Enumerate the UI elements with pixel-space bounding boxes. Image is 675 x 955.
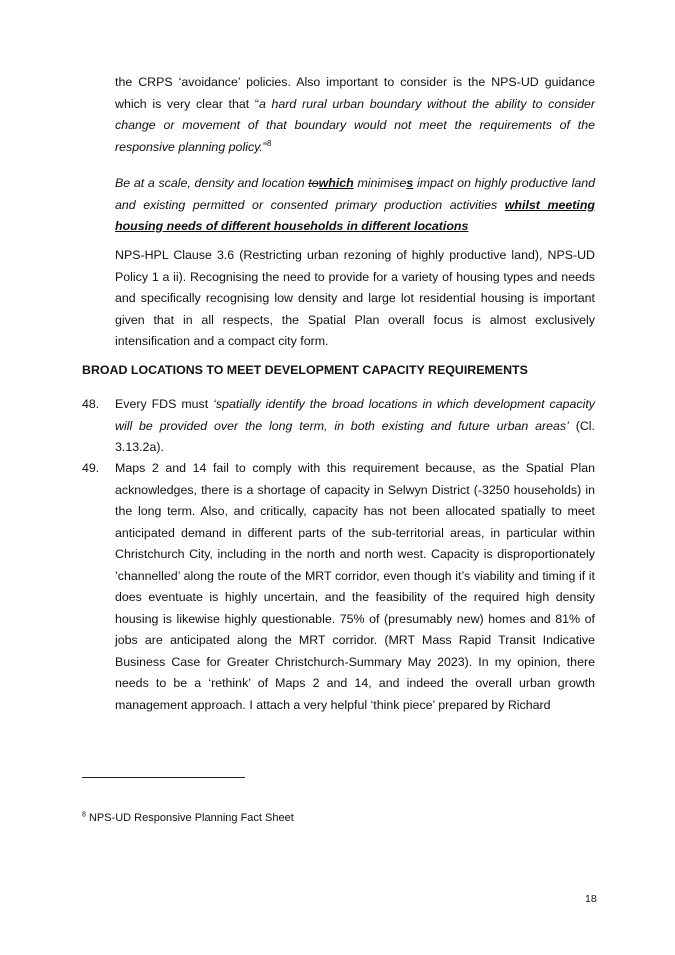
footnote-separator: [82, 777, 245, 778]
amendment-paragraph: [115, 173, 595, 238]
reasoning-paragraph: NPS-HPL Clause 3.6 (Restricting urban rezoning of highly productive land), NPS-UD Policy 1 a ii). Recognising the need to provide for a variety of housing types and needs and specifically recognising low density and large lot residential housing is important given that in all respects, the Spatial Plan overall focus is almost exclusively intensification and a compact city form.: [115, 248, 595, 348]
intro-close: ”: [262, 139, 267, 154]
para48-tail: (Cl. 3.13.2a).: [115, 418, 595, 454]
amendment-part1: Be at a scale, density and location: [115, 176, 309, 190]
footnote-text: NPS-UD Responsive Planning Fact Sheet: [85, 812, 294, 824]
para48-quote: ‘spatially identify the broad locations in which development capacity will be provided over the long term, in both existing and future urban areas’: [115, 397, 595, 433]
section-heading: BROAD LOCATIONS TO MEET DEVELOPMENT CAPACITY REQUIREMENTS: [82, 363, 528, 377]
paragraph-48-text: [115, 394, 595, 459]
footnote-ref[interactable]: 8: [267, 138, 272, 148]
para48-lead: Every FDS must: [115, 397, 214, 411]
intro-quote: a hard rural urban boundary without the ability to consider change or movement of that boundary would not meet the requirements of the responsive planning policy.: [115, 96, 595, 154]
amendment-part2: minimise: [353, 176, 407, 190]
paragraph-number: 48.: [82, 397, 100, 411]
page-number: 18: [585, 893, 597, 905]
paragraph-number: 49.: [82, 461, 100, 475]
inserted-text: whilst meeting housing needs of different households in different locations: [115, 197, 595, 233]
inserted-text: s: [406, 176, 414, 190]
footnote: [82, 812, 294, 824]
footnote-number: 8: [82, 811, 86, 819]
intro-paragraph: [115, 72, 595, 158]
struck-text: to: [308, 176, 319, 190]
inserted-text: which: [318, 176, 354, 190]
paragraph-49-text: Maps 2 and 14 fail to comply with this requirement because, as the Spatial Plan acknowledges, there is a shortage of capacity in Selwyn District (-3250 households) in the long term. Also, and critically, capacity has not been allocated spatially to meet anticipated demand in different parts of the sub-territorial areas, in particular within Christchurch City, including in the north and north west. Capacity is disproportionately ’channelled’ along the route of the MRT corridor, even though it’s viability and timing if it does eventuate is highly uncertain, and the feasibility of the required high density housing is likewise highly questionable. 75% of (presumably new) homes and 81% of jobs are anticipated along the MRT corridor. (MRT Mass Rapid Transit Indicative Business Case for Greater Christchurch-Summary May 2023). In my opinion, there needs to be a ‘rethink’ of Maps 2 and 14, and indeed the overall urban growth management approach. I attach a very helpful ‘think piece’ prepared by Richard: [115, 461, 595, 712]
intro-lead: the CRPS ‘avoidance’ policies. Also important to consider is the NPS-UD guidance which is very clear that “: [115, 75, 595, 111]
amendment-part3: impact on highly productive land and existing permitted or consented primary production activities: [115, 176, 595, 212]
